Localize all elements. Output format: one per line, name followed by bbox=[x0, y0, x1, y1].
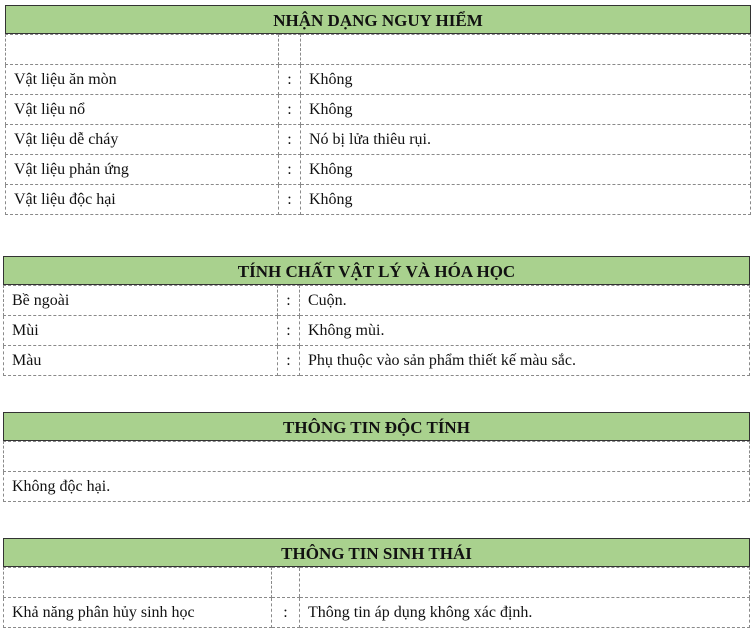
row-separator: : bbox=[279, 185, 301, 215]
row-label: Bề ngoài bbox=[4, 286, 278, 316]
table-row bbox=[6, 155, 751, 185]
row-separator: : bbox=[279, 155, 301, 185]
table-row bbox=[6, 95, 751, 125]
blank-cell bbox=[301, 35, 751, 65]
row-separator: : bbox=[279, 125, 301, 155]
table-row bbox=[6, 65, 751, 95]
row-label: Vật liệu ăn mòn bbox=[6, 65, 279, 95]
ecology-section bbox=[3, 538, 750, 628]
blank-cell bbox=[300, 568, 750, 598]
table-row bbox=[6, 35, 751, 65]
row-label: Vật liệu nổ bbox=[6, 95, 279, 125]
row-value: Không bbox=[301, 65, 751, 95]
table-row bbox=[6, 185, 751, 215]
table-row bbox=[4, 286, 750, 316]
row-value: Cuộn. bbox=[300, 286, 750, 316]
physical-table bbox=[3, 285, 750, 376]
table-row bbox=[4, 472, 750, 502]
row-label: Vật liệu phản ứng bbox=[6, 155, 279, 185]
table-row bbox=[4, 346, 750, 376]
row-value: Không bbox=[301, 95, 751, 125]
row-separator: : bbox=[279, 95, 301, 125]
row-label: Khả năng phân hủy sinh học bbox=[4, 598, 272, 628]
toxicity-text: Không độc hại. bbox=[4, 472, 750, 502]
ecology-title: THÔNG TIN SINH THÁI bbox=[3, 538, 750, 567]
physical-title: TÍNH CHẤT VẬT LÝ VÀ HÓA HỌC bbox=[3, 256, 750, 285]
table-row bbox=[4, 442, 750, 472]
toxicity-table bbox=[3, 441, 750, 502]
row-separator: : bbox=[278, 316, 300, 346]
table-row bbox=[4, 568, 750, 598]
row-label: Màu bbox=[4, 346, 278, 376]
row-label: Vật liệu dễ cháy bbox=[6, 125, 279, 155]
hazard-table bbox=[5, 34, 751, 215]
toxicity-title: THÔNG TIN ĐỘC TÍNH bbox=[3, 412, 750, 441]
toxicity-section bbox=[3, 412, 750, 502]
physical-section bbox=[3, 256, 750, 376]
row-separator: : bbox=[272, 598, 300, 628]
blank-cell bbox=[4, 568, 272, 598]
row-separator: : bbox=[279, 65, 301, 95]
table-row bbox=[4, 598, 750, 628]
blank-cell bbox=[4, 442, 750, 472]
row-value: Nó bị lửa thiêu rụi. bbox=[301, 125, 751, 155]
row-value: Không mùi. bbox=[300, 316, 750, 346]
blank-cell bbox=[279, 35, 301, 65]
blank-cell bbox=[6, 35, 279, 65]
hazard-section bbox=[5, 5, 751, 215]
row-value: Thông tin áp dụng không xác định. bbox=[300, 598, 750, 628]
ecology-table bbox=[3, 567, 750, 628]
blank-cell bbox=[272, 568, 300, 598]
table-row bbox=[6, 125, 751, 155]
row-separator: : bbox=[278, 286, 300, 316]
row-value: Không bbox=[301, 185, 751, 215]
row-label: Vật liệu độc hại bbox=[6, 185, 279, 215]
row-separator: : bbox=[278, 346, 300, 376]
table-row bbox=[4, 316, 750, 346]
row-value: Phụ thuộc vào sản phẩm thiết kế màu sắc. bbox=[300, 346, 750, 376]
hazard-title: NHẬN DẠNG NGUY HIỂM bbox=[5, 5, 751, 34]
row-label: Mùi bbox=[4, 316, 278, 346]
row-value: Không bbox=[301, 155, 751, 185]
